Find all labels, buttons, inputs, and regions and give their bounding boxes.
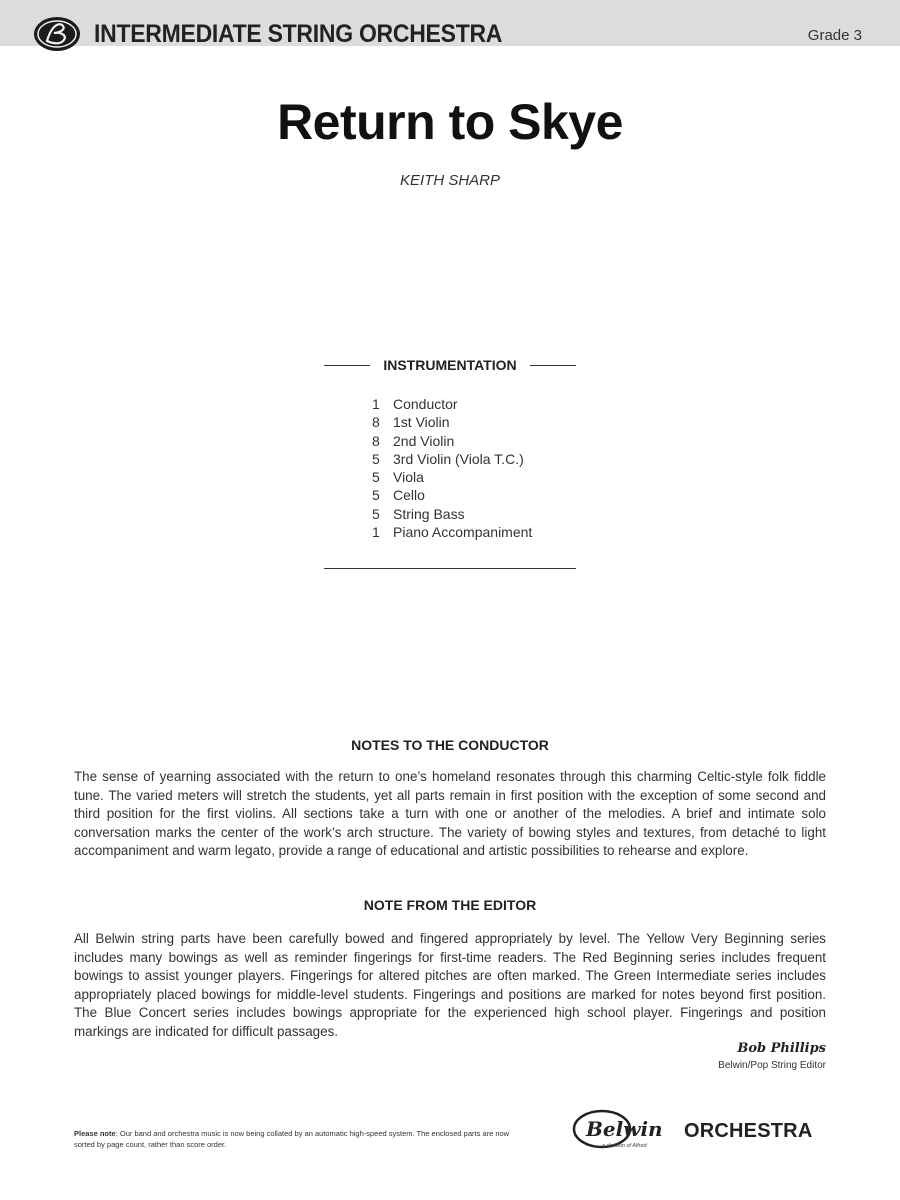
instrument-quantity: 8 — [372, 414, 380, 431]
footer-note-text: : Our band and orchestra music is now being collated by an automatic high-speed system. The enclosed parts are now sorted by page count, rather than score order. — [74, 1129, 510, 1149]
instrumentation-heading — [324, 357, 576, 373]
instrument-name: 2nd Violin — [393, 432, 455, 449]
list-item — [372, 395, 532, 413]
piece-title: Return to Skye — [277, 94, 623, 150]
instrument-name: Piano Accompaniment — [393, 524, 533, 541]
list-item — [372, 523, 532, 541]
instrument-quantity: 5 — [372, 450, 380, 467]
heading-rule-left — [324, 365, 370, 366]
note-editor-text: All Belwin string parts have been carefully bowed and fingered appropriately by level. The Yellow Very Beginning series includes many bowings as well as reminder fingerings for first-time readers. The Red Beginning series includes frequent bowings to assist younger players. Fingerings for altered pitches are often marked. The Green Intermediate series includes appropriately placed bowings for middle-level students. Fingerings and positions are marked for notes beyond first position. The Blue Concert series includes bowings appropriate for the experienced high school player. Fingerings and position markings are indicated for difficult passages. — [74, 931, 826, 1039]
list-item — [372, 505, 532, 523]
notes-conductor-heading: NOTES TO THE CONDUCTOR — [351, 737, 549, 753]
instrument-name: 1st Violin — [393, 414, 450, 431]
belwin-b-logo-icon — [32, 14, 82, 54]
editor-title: Belwin/Pop String Editor — [718, 1060, 826, 1071]
instrument-quantity: 5 — [372, 469, 380, 486]
list-item — [372, 486, 532, 504]
publisher-name: ORCHESTRA — [684, 1120, 813, 1142]
instrumentation-heading-text: INSTRUMENTATION — [383, 357, 517, 373]
instrument-name: Viola — [393, 469, 424, 486]
instrumentation-list — [372, 395, 532, 541]
list-item — [372, 468, 532, 486]
list-item — [372, 413, 532, 431]
list-item — [372, 450, 532, 468]
instrument-name: Conductor — [393, 396, 458, 412]
list-item — [372, 432, 532, 450]
heading-rule-right — [530, 365, 576, 366]
composer-name: KEITH SHARP — [399, 172, 501, 189]
instrument-quantity: 1 — [372, 396, 380, 412]
publisher-logo — [572, 1108, 832, 1156]
grade-label: Grade 3 — [807, 27, 862, 44]
instrument-name: Cello — [393, 487, 425, 504]
editor-signature: Bob Phillips — [737, 1041, 826, 1056]
instrumentation-divider — [324, 568, 576, 569]
instrument-quantity: 1 — [372, 524, 380, 541]
instrument-quantity: 8 — [372, 432, 380, 449]
instrument-quantity: 5 — [372, 487, 380, 504]
footer-note-label: Please note — [74, 1129, 116, 1138]
notes-conductor-text: The sense of yearning associated with the return to one’s homeland resonates through this charming Celtic-style folk fiddle tune. The varied meters will stretch the students, yet all parts remain in first position with the exception of some second and third position for the first violins. All sections take a turn with one or another of the melodies. A brief and intimate solo conversation marks the center of the work’s arch structure. The variety of bowing styles and textures, from detaché to light accompaniment and warm legato, provide a range of educational and artistic possibilities to rehearse and explore. — [74, 769, 826, 859]
series-title: INTERMEDIATE STRING ORCHESTRA — [94, 20, 503, 48]
footer-note — [74, 1128, 514, 1150]
publisher-subtitle: a division of Alfred — [602, 1143, 647, 1149]
instrument-quantity: 5 — [372, 505, 380, 522]
instrument-name: String Bass — [393, 505, 465, 522]
instrument-name: 3rd Violin (Viola T.C.) — [393, 450, 524, 467]
publisher-script: Belwin — [586, 1117, 663, 1141]
note-editor-heading: NOTE FROM THE EDITOR — [363, 897, 537, 913]
